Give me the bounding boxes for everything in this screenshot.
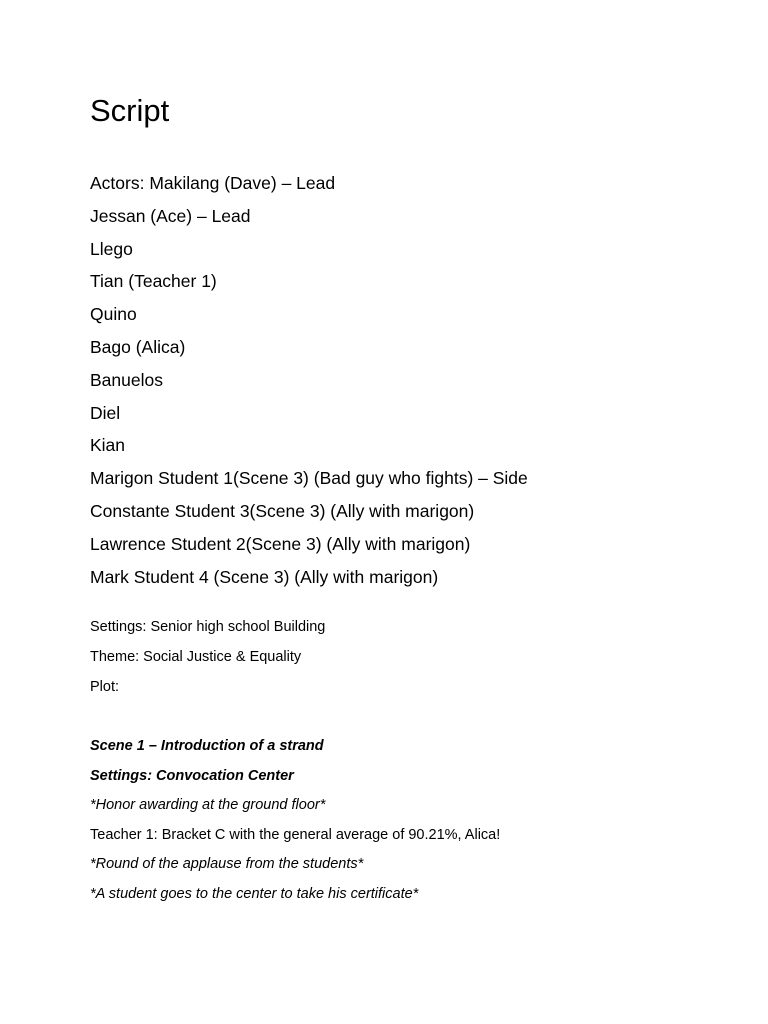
actor-line: Marigon Student 1(Scene 3) (Bad guy who fights) – Side: [90, 468, 528, 489]
actor-line: Jessan (Ace) – Lead: [90, 205, 251, 226]
actor-line: Quino: [90, 304, 137, 325]
actor-line: Diel: [90, 402, 121, 423]
dialogue-line: Teacher 1: Bracket C with the general average of 90.21%, Alica!: [90, 826, 501, 843]
document-title: Script: [90, 93, 170, 128]
plot-line: Plot:: [90, 679, 120, 695]
settings-line: Settings: Senior high school Building: [90, 619, 326, 635]
actor-line: Bago (Alica): [90, 336, 186, 357]
stage-direction: *Honor awarding at the ground floor*: [90, 797, 326, 814]
stage-direction: *A student goes to the center to take his certificate*: [90, 885, 419, 902]
actors-list: [90, 173, 528, 599]
actor-line: Banuelos: [90, 369, 163, 390]
actor-line: Mark Student 4 (Scene 3) (Ally with marigon): [90, 566, 439, 587]
theme-line: Theme: Social Justice & Equality: [90, 649, 302, 665]
actor-line: Actors: Makilang (Dave) – Lead: [90, 173, 336, 193]
actor-line: Llego: [90, 238, 133, 259]
actor-line: Kian: [90, 435, 126, 456]
scene-setting: Settings: Convocation Center: [90, 767, 294, 784]
scene-heading: Scene 1 – Introduction of a strand: [90, 738, 324, 754]
scene-1: [90, 737, 500, 915]
actor-line: Tian (Teacher 1): [90, 271, 217, 292]
script-metadata: [90, 618, 325, 708]
actor-line: Constante Student 3(Scene 3) (Ally with marigon): [90, 500, 475, 521]
actor-line: Lawrence Student 2(Scene 3) (Ally with marigon): [90, 533, 471, 554]
stage-direction: *Round of the applause from the students*: [90, 856, 364, 873]
